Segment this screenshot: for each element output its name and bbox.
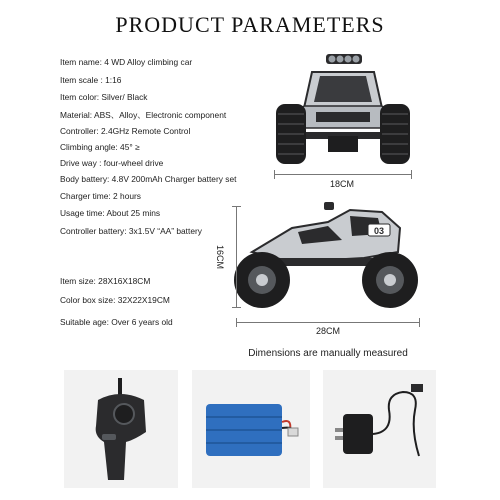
- spec-item-color: Item color: Silver/ Black: [60, 92, 148, 102]
- side-height-tick-top: [232, 206, 241, 207]
- spec-suitable-age: Suitable age: Over 6 years old: [60, 317, 173, 327]
- car-side-illustration: [232, 200, 420, 312]
- charger-icon: [323, 370, 436, 488]
- spec-item-scale: Item scale : 1:16: [60, 75, 122, 85]
- spec-item-name: Item name: 4 WD Alloy climbing car: [60, 57, 193, 67]
- side-height-tick-bottom: [232, 307, 241, 308]
- spec-drive-way: Drive way : four-wheel drive: [60, 158, 164, 168]
- spec-climbing-angle: Climbing angle: 45° ≥: [60, 142, 140, 152]
- side-height-line: [236, 206, 237, 308]
- front-width-line: [274, 174, 412, 175]
- spec-material: Material: ABS、Alloy、Electronic component: [60, 110, 227, 120]
- spec-list: [0, 0, 270, 340]
- side-length-tick-left: [236, 318, 237, 327]
- front-width-tick-right: [411, 170, 412, 179]
- measurement-note: Dimensions are manually measured: [248, 348, 408, 359]
- spec-color-box-size: Color box size: 32X22X19CM: [60, 295, 170, 305]
- remote-controller-panel: [64, 370, 178, 488]
- side-length-line: [236, 322, 420, 323]
- front-width-label: 18CM: [330, 179, 355, 189]
- front-width-tick-left: [274, 170, 275, 179]
- remote-controller-icon: [64, 370, 178, 488]
- spec-body-battery: Body battery: 4.8V 200mAh Charger battery set: [60, 174, 237, 184]
- car-badge-number: 03: [373, 226, 385, 236]
- spec-item-size: Item size: 28X16X18CM: [60, 276, 151, 286]
- battery-pack-panel: [192, 370, 310, 488]
- side-height-label: 16CM: [215, 244, 226, 270]
- spec-charger-time: Charger time: 2 hours: [60, 191, 141, 201]
- side-length-label: 28CM: [316, 326, 341, 336]
- car-side-view: [232, 200, 420, 312]
- spec-usage-time: Usage time: About 25 mins: [60, 208, 161, 218]
- spec-controller: Controller: 2.4GHz Remote Control: [60, 126, 191, 136]
- side-length-tick-right: [419, 318, 420, 327]
- charger-panel: [323, 370, 436, 488]
- battery-pack-icon: [192, 370, 310, 488]
- car-front-view: [272, 50, 414, 168]
- spec-controller-battery: Controller battery: 3x1.5V “AA” battery: [60, 226, 202, 236]
- page-title: PRODUCT PARAMETERS: [115, 12, 385, 37]
- car-front-illustration: [272, 50, 414, 168]
